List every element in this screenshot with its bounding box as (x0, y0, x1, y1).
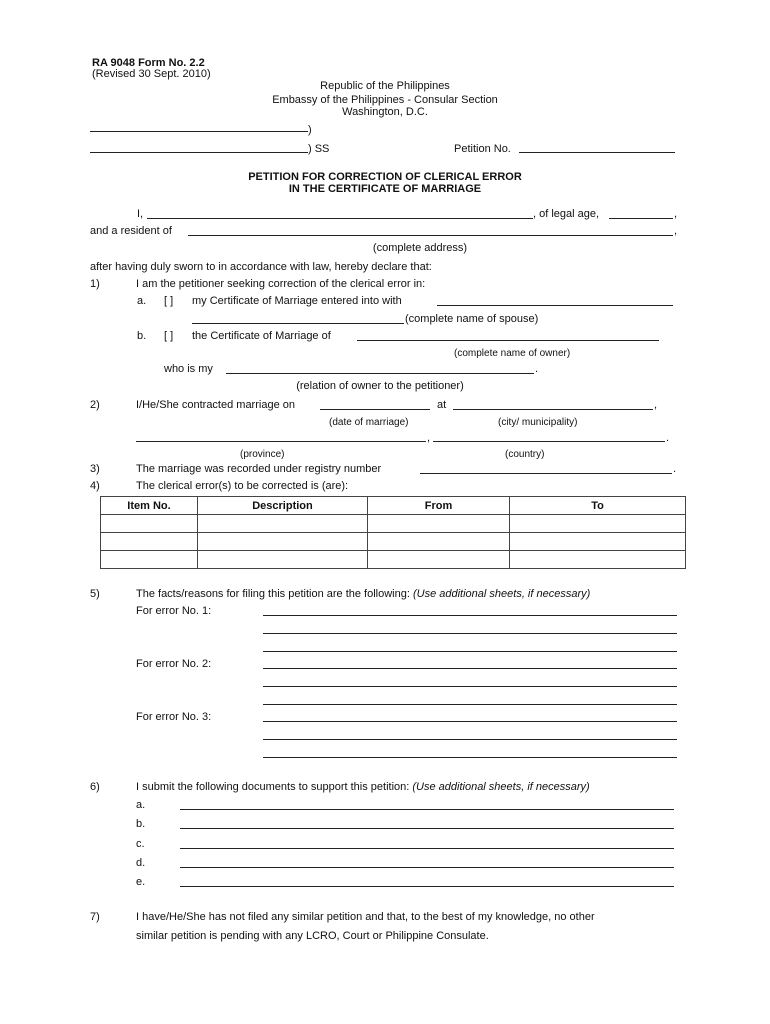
province-comma: , (427, 432, 431, 444)
relation-period: . (535, 363, 539, 375)
option-a-letter: a. (137, 295, 147, 307)
petition-no-field[interactable] (519, 152, 675, 153)
age-field[interactable] (609, 218, 673, 219)
country-period: . (666, 432, 670, 444)
table-row (101, 551, 686, 569)
spouse-name-field-1[interactable] (437, 305, 673, 306)
error-1-label: For error No. 1: (136, 605, 212, 617)
item5-text (136, 588, 590, 601)
error-2-reason-line[interactable] (263, 686, 677, 687)
who-is-label: who is my (164, 363, 213, 375)
error-1-reason-line[interactable] (263, 651, 677, 652)
error-3-label: For error No. 3: (136, 711, 212, 723)
registry-number-field[interactable] (420, 473, 672, 474)
country-caption: (country) (505, 449, 545, 460)
error-2-reason-line[interactable] (263, 668, 677, 669)
item5-note: (Use additional sheets, if necessary) (412, 588, 591, 600)
document-letter-a: a. (136, 799, 146, 811)
item4-text: The clerical error(s) to be corrected is (are): (136, 480, 349, 492)
item7-number: 7) (90, 911, 100, 923)
owner-name-field[interactable] (357, 340, 659, 341)
table-row (101, 515, 686, 533)
relation-field[interactable] (226, 373, 534, 374)
table-cell[interactable] (198, 551, 368, 569)
table-cell[interactable] (101, 551, 198, 569)
item3-text: The marriage was recorded under registry number (136, 463, 382, 475)
header-item-no: Item No. (101, 497, 198, 515)
item5-text-main: The facts/reasons for filing this petition are the following: (136, 588, 413, 600)
item7-line-1: I have/He/She has not filed any similar petition and that, to the best of my knowledge, no other (136, 911, 595, 923)
legal-age-label: , of legal age, (533, 208, 600, 220)
error-3-reason-line[interactable] (263, 721, 677, 722)
sworn-statement: after having duly sworn to in accordance with law, hereby declare that: (90, 261, 432, 273)
item4-number: 4) (90, 480, 100, 492)
table-header-row (101, 497, 686, 515)
age-comma: , (674, 208, 678, 220)
petition-title-1: PETITION FOR CORRECTION OF CLERICAL ERROR (248, 171, 522, 183)
address-comma: , (674, 225, 678, 237)
table-cell[interactable] (368, 533, 510, 551)
revision-date: (Revised 30 Sept. 2010) (92, 68, 211, 80)
option-b-checkbox[interactable]: [ ] (164, 330, 174, 342)
city-caption: (city/ municipality) (498, 417, 578, 428)
error-1-reason-line[interactable] (263, 633, 677, 634)
province-field[interactable] (136, 441, 426, 442)
item2-text: I/He/She contracted marriage on (136, 399, 295, 411)
relation-caption: (relation of owner to the petitioner) (296, 380, 464, 392)
embassy-heading: Embassy of the Philippines - Consular Section (272, 94, 498, 106)
option-b-letter: b. (137, 330, 147, 342)
document-d-field[interactable] (180, 867, 674, 868)
header-description: Description (198, 497, 368, 515)
table-cell[interactable] (368, 515, 510, 533)
item1-number: 1) (90, 278, 100, 290)
option-a-text: my Certificate of Marriage entered into with (192, 295, 402, 307)
spouse-caption: (complete name of spouse) (405, 313, 539, 325)
table-cell[interactable] (101, 515, 198, 533)
table-cell[interactable] (101, 533, 198, 551)
document-c-field[interactable] (180, 848, 674, 849)
item6-text (136, 781, 590, 794)
header-from: From (368, 497, 510, 515)
item6-note: (Use additional sheets, if necessary) (412, 781, 590, 793)
error-3-reason-line[interactable] (263, 757, 677, 758)
venue-line-1[interactable] (90, 131, 308, 132)
table-cell[interactable] (198, 533, 368, 551)
registry-period: . (673, 463, 677, 475)
table-cell[interactable] (198, 515, 368, 533)
date-caption: (date of marriage) (329, 417, 409, 428)
item5-number: 5) (90, 588, 100, 600)
item6-number: 6) (90, 781, 100, 793)
address-field[interactable] (188, 235, 673, 236)
venue-ss: ) SS (308, 143, 330, 155)
item2-number: 2) (90, 399, 100, 411)
petition-title-2: IN THE CERTIFICATE OF MARRIAGE (288, 183, 482, 195)
province-caption: (province) (240, 449, 285, 460)
form-number: RA 9048 Form No. 2.2 (92, 57, 205, 69)
item7-line-2: similar petition is pending with any LCRO, Court or Philippine Consulate. (136, 930, 489, 942)
table-cell[interactable] (510, 551, 686, 569)
table-row (101, 533, 686, 551)
item3-number: 3) (90, 463, 100, 475)
table-cell[interactable] (510, 515, 686, 533)
owner-caption: (complete name of owner) (454, 348, 571, 359)
option-b-text: the Certificate of Marriage of (192, 330, 331, 342)
republic-heading: Republic of the Philippines (320, 80, 450, 92)
document-e-field[interactable] (180, 886, 674, 887)
error-1-reason-line[interactable] (263, 615, 677, 616)
country-field[interactable] (433, 441, 665, 442)
clerical-errors-table (100, 496, 686, 569)
option-a-checkbox[interactable]: [ ] (164, 295, 174, 307)
petitioner-name-field[interactable] (147, 218, 533, 219)
document-letter-b: b. (136, 818, 146, 830)
address-caption: (complete address) (372, 242, 468, 254)
city-field[interactable] (453, 409, 653, 410)
spouse-name-field-2[interactable] (192, 323, 404, 324)
city-comma: , (654, 399, 658, 411)
error-3-reason-line[interactable] (263, 739, 677, 740)
document-a-field[interactable] (180, 809, 674, 810)
table-cell[interactable] (510, 533, 686, 551)
resident-label: and a resident of (90, 225, 172, 237)
error-2-label: For error No. 2: (136, 658, 212, 670)
table-cell[interactable] (368, 551, 510, 569)
marriage-date-field[interactable] (320, 409, 430, 410)
document-letter-d: d. (136, 857, 146, 869)
document-letter-e: e. (136, 876, 146, 888)
petition-no-label: Petition No. (454, 143, 511, 155)
city-heading: Washington, D.C. (342, 106, 428, 118)
item1-text: I am the petitioner seeking correction of the clerical error in: (136, 278, 426, 290)
header-to: To (510, 497, 686, 515)
document-b-field[interactable] (180, 828, 674, 829)
at-label: at (437, 399, 447, 411)
document-letter-c: c. (136, 838, 145, 850)
venue-paren: ) (308, 124, 312, 136)
item6-text-main: I submit the following documents to support this petition: (136, 781, 413, 793)
i-label: I, (137, 208, 144, 220)
venue-line-2[interactable] (90, 152, 308, 153)
error-2-reason-line[interactable] (263, 704, 677, 705)
